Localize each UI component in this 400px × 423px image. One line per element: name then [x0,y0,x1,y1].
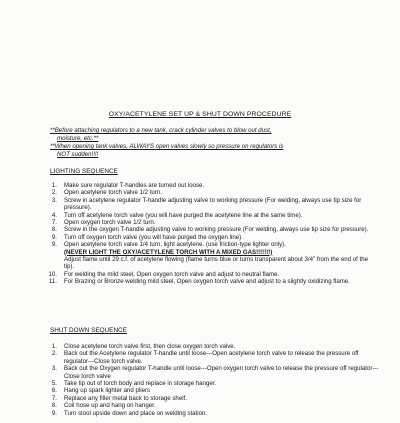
list-item [34,343,379,350]
item-warning: (NEVER LIGHT THE OXY/ACETYLENE TORCH WITH A MIXED GAS!!!!!!!) [64,248,273,256]
warning-line: **When opening tank valves, ALWAYS open valves slowly so pressure on regulators is [50,143,284,150]
item-text: Open oxygen torch valve 1/2 turn. [64,219,156,227]
item-text: Back out the Acetylene regulator T-handle until loose---Open acetylene torch valve to release the pressure off regulator---Close torch valve. [64,350,359,365]
item-text: For Brazing or Bronze welding mild steel, Open oxygen torch valve and adjust to a slightly oxidizing flame. [64,278,350,286]
item-number: 2. [51,350,57,358]
item-number: 7. [51,394,57,402]
list-item [34,278,379,285]
item-text-block [64,365,379,380]
list-item [34,219,379,226]
item-number: 3. [51,365,57,373]
item-text-block [64,182,379,189]
item-text: Turn off acetylene torch valve (you will have purged the acetylene line at the same time). [64,211,303,219]
warning-line: NOT sudden!!!! [57,151,99,158]
item-text: Back out the Oxygen regulator T-handle until loose---Open oxygen torch valve to release the pressure off regulator---Close torch valve [64,365,379,380]
list-item [34,241,379,271]
item-text: Coil hose up and hang on hanger. [64,402,156,410]
list-item [34,182,379,189]
item-number: 1. [51,343,57,350]
lighting-sequence-list [34,182,379,286]
item-text-block [64,241,379,271]
item-text-block [64,387,379,394]
item-text-block [64,343,379,350]
item-number: 4. [51,211,57,219]
item-number: 6. [51,387,57,395]
item-text: Turn stool upside down and place on welding station. [64,409,208,417]
list-item [34,197,379,212]
item-text-block [64,234,379,241]
item-text: Replace any filler metal back to storage shelf. [64,394,187,402]
item-number: 10. [48,270,57,278]
shutdown-sequence-heading: SHUT DOWN SEQUENCE [50,327,127,334]
item-text: Screw in acetylene regulator T-handle adjusting valve to working pressure (For welding, always use tip size for pressure). [64,196,362,212]
item-number: 1. [51,182,57,189]
item-text-block [64,402,379,409]
warning-line: **Before attaching regulators to a new tank, crack cylinder valves to blow out dust, [50,127,272,134]
item-text-block [64,197,379,212]
list-item [34,350,379,365]
item-text-block [64,189,379,196]
item-text-block [64,226,379,233]
item-number: 11. [48,278,57,286]
warning-note-pressure [50,143,390,159]
item-text: Screw in the oxygen T-handle adjusting valve to working pressure (For welding, always use tip size for pressure). [64,226,369,234]
list-item [34,410,379,417]
item-text: For welding the mild steel, Open oxygen torch valve and adjust to neutral flame. [64,270,280,278]
item-text: Make sure regulator T-handles are turned out loose. [64,182,205,189]
item-number: 3. [51,196,57,204]
list-item [34,402,379,409]
item-number: 5. [51,380,57,388]
item-number: 9. [51,241,57,249]
item-text-block [64,271,379,278]
item-text-block [64,350,379,365]
item-number: 9. [51,233,57,241]
item-number: 9. [51,409,57,417]
list-item [34,395,379,402]
item-number: 2. [51,189,57,197]
item-text: Take tip out of torch body and replace in storage hanger. [64,380,217,388]
list-item [34,226,379,233]
item-text: Hang up spark lighter and pliers [64,387,151,395]
item-number: 7. [51,219,57,227]
list-item [34,234,379,241]
list-item [34,212,379,219]
item-text-block [64,410,379,417]
list-item [34,387,379,394]
item-text-block [64,380,379,387]
list-item [34,365,379,380]
item-text: Turn off oxygen torch valve (you will have purged the oxygen line). [64,233,243,241]
item-text-block [64,219,379,226]
shutdown-sequence-list [34,343,379,417]
lighting-sequence-heading: LIGHTING SEQUENCE [50,168,118,175]
item-text: Open acetylene torch valve 1/2 turn. [64,189,162,197]
item-number: 8. [51,402,57,410]
warning-note-dust [50,127,390,143]
list-item [34,271,379,278]
list-item [34,380,379,387]
item-text-block [64,395,379,402]
list-item [34,189,379,196]
item-text-block [64,212,379,219]
item-extra-text: Adjust flame until 29 c.f. of acetylene flowing (flame turns blue or turns transparent about 3/4" from the end of the tip). [64,256,368,271]
item-text: Open acetylene torch valve 1/4 turn, light acetylene. (use friction-type lighter only). [64,241,286,249]
item-text: Close acetylene torch valve first, then close oxygen torch valve. [64,343,236,350]
item-number: 8. [51,226,57,234]
item-text-block [64,278,379,285]
document-title: OXY/ACETYLENE SET UP & SHUT DOWN PROCEDURE [108,111,292,118]
warning-line: moisture, etc.** [57,135,99,142]
